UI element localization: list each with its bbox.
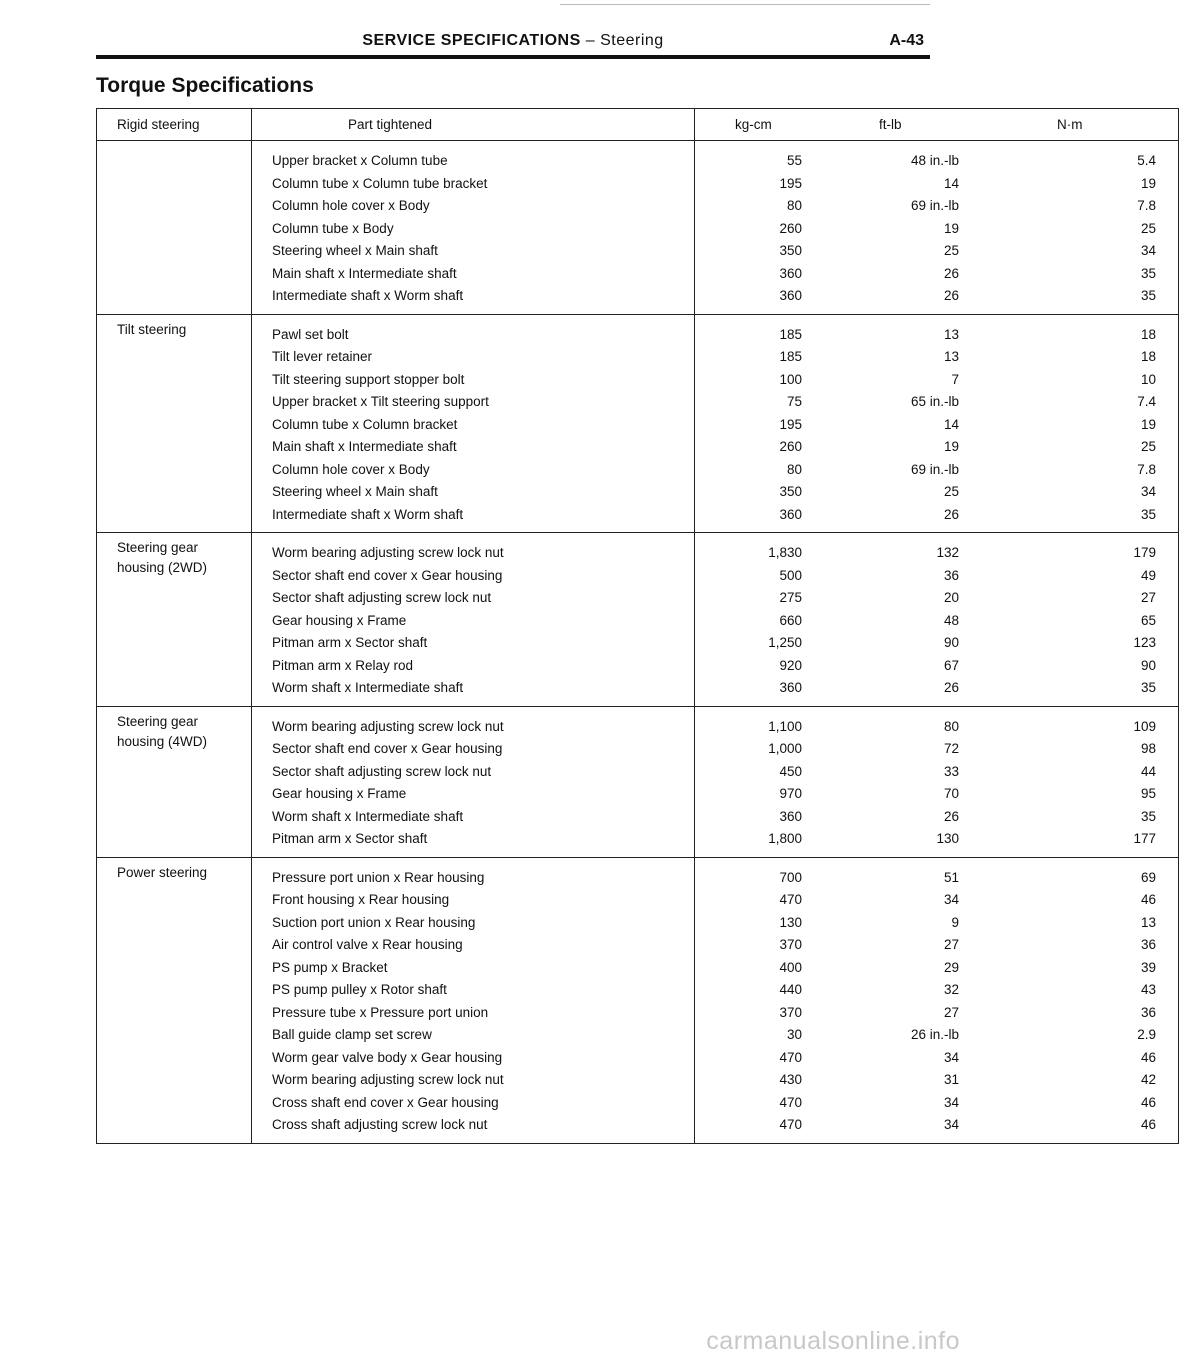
part-name: Worm gear valve body x Gear housing [272,1049,503,1065]
part-name-list [252,707,694,857]
value-kgcm: 75 [786,394,802,409]
category-label: housing (2WD) [117,560,208,575]
table-header-row [97,109,1179,141]
value-ftlb: 13 [943,349,959,364]
part-name: Worm bearing adjusting screw lock nut [272,718,504,734]
value-nm: 13 [1140,914,1156,930]
value-ftlb: 132 [936,545,959,560]
value-ftlb: 36 [943,567,959,583]
value-ftlb: 19 [943,220,959,236]
value-kgcm-list [695,141,827,314]
value-kgcm-cell [695,706,828,857]
value-ftlb: 31 [943,1072,959,1087]
part-name: Steering wheel x Main shaft [272,243,438,258]
category-cell [97,857,252,1143]
value-ftlb-cell [827,857,1009,1143]
value-kgcm: 660 [779,612,802,628]
value-nm: 35 [1140,506,1156,522]
value-kgcm: 80 [786,198,802,213]
value-ftlb: 29 [943,959,959,975]
value-nm-cell [1009,533,1179,707]
value-nm: 19 [1140,416,1156,432]
value-ftlb-cell [827,706,1009,857]
value-nm: 19 [1140,175,1156,191]
value-nm-list [1009,707,1178,857]
value-ftlb: 65 in.-lb [910,394,959,409]
value-ftlb-list [827,707,1009,857]
value-kgcm: 130 [779,914,802,930]
category-label: Steering gear [117,540,199,555]
value-nm: 27 [1140,590,1156,605]
value-kgcm: 450 [779,763,802,779]
value-kgcm-list [695,707,827,857]
header-title-main: SERVICE SPECIFICATIONS [362,32,581,49]
value-nm: 10 [1140,371,1156,387]
value-nm: 18 [1140,349,1156,364]
category-cell [97,314,252,533]
header-rule [96,55,930,59]
value-ftlb-cell [827,141,1009,315]
value-ftlb: 14 [943,416,959,432]
value-ftlb: 19 [943,439,959,454]
value-nm: 39 [1140,959,1156,975]
part-name: Worm bearing adjusting screw lock nut [272,545,504,560]
value-ftlb: 25 [943,484,959,499]
value-ftlb: 20 [943,590,959,605]
value-nm: 46 [1140,892,1156,907]
value-nm: 42 [1140,1072,1156,1087]
value-kgcm: 260 [779,439,802,454]
value-nm: 35 [1140,288,1156,303]
value-nm: 34 [1140,484,1156,499]
value-nm: 5.4 [1137,153,1156,168]
value-ftlb: 80 [943,718,959,734]
part-name: Pitman arm x Sector shaft [272,635,428,650]
value-nm: 35 [1140,680,1156,695]
value-nm: 65 [1140,612,1156,628]
part-name: Worm shaft x Intermediate shaft [272,680,464,695]
value-nm: 69 [1140,869,1156,885]
value-kgcm: 185 [779,349,802,364]
part-name: Pitman arm x Relay rod [272,657,414,673]
value-kgcm: 185 [779,326,802,342]
value-nm: 34 [1140,243,1156,258]
value-nm: 49 [1140,567,1156,583]
header-title [96,32,930,50]
part-name: Front housing x Rear housing [272,892,450,907]
category-label: Tilt steering [117,321,187,337]
part-name: Suction port union x Rear housing [272,914,476,930]
value-ftlb: 90 [943,635,959,650]
value-ftlb: 34 [943,1094,959,1110]
part-name: Sector shaft adjusting screw lock nut [272,763,492,779]
value-nm: 177 [1133,831,1156,846]
value-kgcm-cell [695,533,828,707]
column-header-category: Rigid steering [97,109,252,141]
value-nm: 95 [1140,786,1156,801]
value-nm-list [1009,141,1178,314]
value-ftlb: 69 in.-lb [910,198,959,213]
value-kgcm: 30 [786,1027,802,1042]
value-ftlb: 26 [943,808,959,824]
value-ftlb: 51 [943,869,959,885]
table-row-group [97,141,1179,315]
value-ftlb: 48 [943,612,959,628]
part-name: Main shaft x Intermediate shaft [272,265,457,281]
value-nm-cell [1009,857,1179,1143]
value-ftlb: 27 [943,1004,959,1020]
value-ftlb-list [827,315,1009,533]
value-kgcm: 370 [779,937,802,952]
value-kgcm: 1,250 [768,635,802,650]
part-name: Sector shaft adjusting screw lock nut [272,590,492,605]
value-ftlb: 25 [943,243,959,258]
part-name-cell [252,706,695,857]
part-name: Gear housing x Frame [272,612,407,628]
part-name: Cross shaft end cover x Gear housing [272,1094,499,1110]
part-name: Tilt lever retainer [272,349,373,364]
value-kgcm-list [695,858,827,1143]
part-name: Intermediate shaft x Worm shaft [272,288,464,303]
value-nm: 46 [1140,1049,1156,1065]
part-name: Gear housing x Frame [272,786,407,801]
value-kgcm: 360 [779,506,802,522]
torque-spec-table [96,108,1179,1144]
value-ftlb-list [827,141,1009,314]
header-title-sub: – Steering [585,32,664,49]
value-ftlb: 72 [943,741,959,756]
part-name-list [252,315,694,533]
table-row-group [97,857,1179,1143]
section-title: Torque Specifications [96,74,314,97]
value-ftlb: 70 [943,786,959,801]
value-kgcm: 1,100 [768,718,802,734]
value-ftlb: 14 [943,175,959,191]
part-name: Ball guide clamp set screw [272,1027,432,1042]
part-name: Sector shaft end cover x Gear housing [272,741,503,756]
part-name: PS pump pulley x Rotor shaft [272,982,447,997]
value-nm: 90 [1140,657,1156,673]
value-nm: 44 [1140,763,1156,779]
part-name: Sector shaft end cover x Gear housing [272,567,503,583]
value-nm: 46 [1140,1117,1156,1132]
part-name: Pitman arm x Sector shaft [272,831,428,846]
value-ftlb: 26 [943,680,959,695]
page-number: A-43 [889,32,924,49]
part-name: Upper bracket x Column tube [272,153,448,168]
value-kgcm: 500 [779,567,802,583]
value-nm: 46 [1140,1094,1156,1110]
value-nm: 179 [1133,545,1156,560]
part-name-list [252,533,694,706]
value-kgcm: 470 [779,892,802,907]
column-header-kgcm: kg-cm [695,109,828,141]
value-kgcm: 100 [779,371,802,387]
value-ftlb: 34 [943,1049,959,1065]
value-kgcm: 360 [779,288,802,303]
value-nm: 25 [1140,439,1156,454]
value-kgcm-cell [695,141,828,315]
value-ftlb: 26 in.-lb [910,1027,959,1042]
part-name: Column hole cover x Body [272,461,430,477]
part-name: Column tube x Body [272,220,394,236]
value-kgcm: 370 [779,1004,802,1020]
part-name: PS pump x Bracket [272,959,388,975]
part-name-list [252,858,694,1143]
value-nm: 35 [1140,808,1156,824]
category-cell [97,706,252,857]
part-name: Intermediate shaft x Worm shaft [272,506,464,522]
part-name-list [252,141,694,314]
column-header-ftlb: ft-lb [827,109,1009,141]
value-nm: 7.4 [1137,394,1156,409]
value-kgcm: 970 [779,786,802,801]
value-nm: 109 [1133,718,1156,734]
value-kgcm: 360 [779,808,802,824]
value-kgcm: 920 [779,657,802,673]
part-name: Column hole cover x Body [272,198,430,213]
category-label: Steering gear [117,713,199,729]
table-row-group [97,706,1179,857]
value-ftlb-cell [827,314,1009,533]
value-kgcm: 275 [779,590,802,605]
value-kgcm: 80 [786,461,802,477]
value-kgcm-list [695,315,827,533]
part-name: Pressure tube x Pressure port union [272,1004,489,1020]
part-name: Worm shaft x Intermediate shaft [272,808,464,824]
value-kgcm: 470 [779,1094,802,1110]
part-name: Pawl set bolt [272,326,349,342]
category-cell [97,533,252,707]
value-nm: 25 [1140,220,1156,236]
value-kgcm: 400 [779,959,802,975]
part-name: Cross shaft adjusting screw lock nut [272,1117,488,1132]
part-name-cell [252,141,695,315]
value-ftlb: 48 in.-lb [910,153,959,168]
value-nm: 36 [1140,937,1156,952]
table-row-group [97,533,1179,707]
value-ftlb: 7 [951,371,959,387]
value-kgcm: 350 [779,484,802,499]
part-name: Pressure port union x Rear housing [272,869,485,885]
value-nm-list [1009,858,1178,1143]
watermark: carmanualsonline.info [706,1327,960,1355]
value-nm-list [1009,315,1178,533]
value-nm: 7.8 [1137,461,1156,477]
value-kgcm: 1,000 [768,741,802,756]
value-nm: 36 [1140,1004,1156,1020]
category-cell [97,141,252,315]
part-name: Upper bracket x Tilt steering support [272,394,489,409]
value-nm: 18 [1140,326,1156,342]
part-name: Worm bearing adjusting screw lock nut [272,1072,504,1087]
value-kgcm: 195 [779,175,802,191]
value-ftlb: 130 [936,831,959,846]
value-kgcm-list [695,533,827,706]
part-name-cell [252,314,695,533]
part-name-cell [252,533,695,707]
value-kgcm: 360 [779,680,802,695]
column-header-nm: N·m [1009,109,1179,141]
value-ftlb-cell [827,533,1009,707]
value-nm: 123 [1133,635,1156,650]
value-ftlb: 34 [943,1117,959,1132]
value-ftlb: 32 [943,982,959,997]
value-kgcm: 55 [786,153,802,168]
value-kgcm: 360 [779,265,802,281]
value-nm: 43 [1140,982,1156,997]
value-kgcm: 195 [779,416,802,432]
value-kgcm: 1,830 [768,545,802,560]
value-ftlb: 34 [943,892,959,907]
value-ftlb: 27 [943,937,959,952]
part-name-cell [252,857,695,1143]
value-kgcm: 350 [779,243,802,258]
value-nm: 98 [1140,741,1156,756]
value-ftlb: 69 in.-lb [910,461,959,477]
value-ftlb: 33 [943,763,959,779]
part-name: Steering wheel x Main shaft [272,484,438,499]
value-ftlb-list [827,858,1009,1143]
value-nm-list [1009,533,1178,706]
value-kgcm: 470 [779,1049,802,1065]
top-rule-faint [560,4,930,5]
part-name: Main shaft x Intermediate shaft [272,439,457,454]
value-kgcm: 470 [779,1117,802,1132]
part-name: Column tube x Column bracket [272,416,458,432]
value-ftlb: 26 [943,265,959,281]
part-name: Column tube x Column tube bracket [272,175,488,191]
value-kgcm: 430 [779,1072,802,1087]
value-kgcm: 1,800 [768,831,802,846]
value-nm-cell [1009,314,1179,533]
page-header [96,30,930,54]
value-ftlb: 9 [951,914,959,930]
value-kgcm: 440 [779,982,802,997]
value-nm: 2.9 [1137,1027,1156,1042]
value-nm-cell [1009,141,1179,315]
part-name: Air control valve x Rear housing [272,937,463,952]
value-ftlb: 67 [943,657,959,673]
value-kgcm: 260 [779,220,802,236]
table-body [97,141,1179,1144]
category-label: housing (4WD) [117,733,208,749]
value-ftlb: 26 [943,506,959,522]
column-header-part: Part tightened [252,109,695,141]
value-ftlb: 13 [943,326,959,342]
value-kgcm: 700 [779,869,802,885]
value-kgcm-cell [695,857,828,1143]
category-label: Power steering [117,864,208,880]
part-name: Tilt steering support stopper bolt [272,371,465,387]
value-nm: 35 [1140,265,1156,281]
value-kgcm-cell [695,314,828,533]
value-nm-cell [1009,706,1179,857]
value-nm: 7.8 [1137,198,1156,213]
value-ftlb-list [827,533,1009,706]
table-row-group [97,314,1179,533]
value-ftlb: 26 [943,288,959,303]
